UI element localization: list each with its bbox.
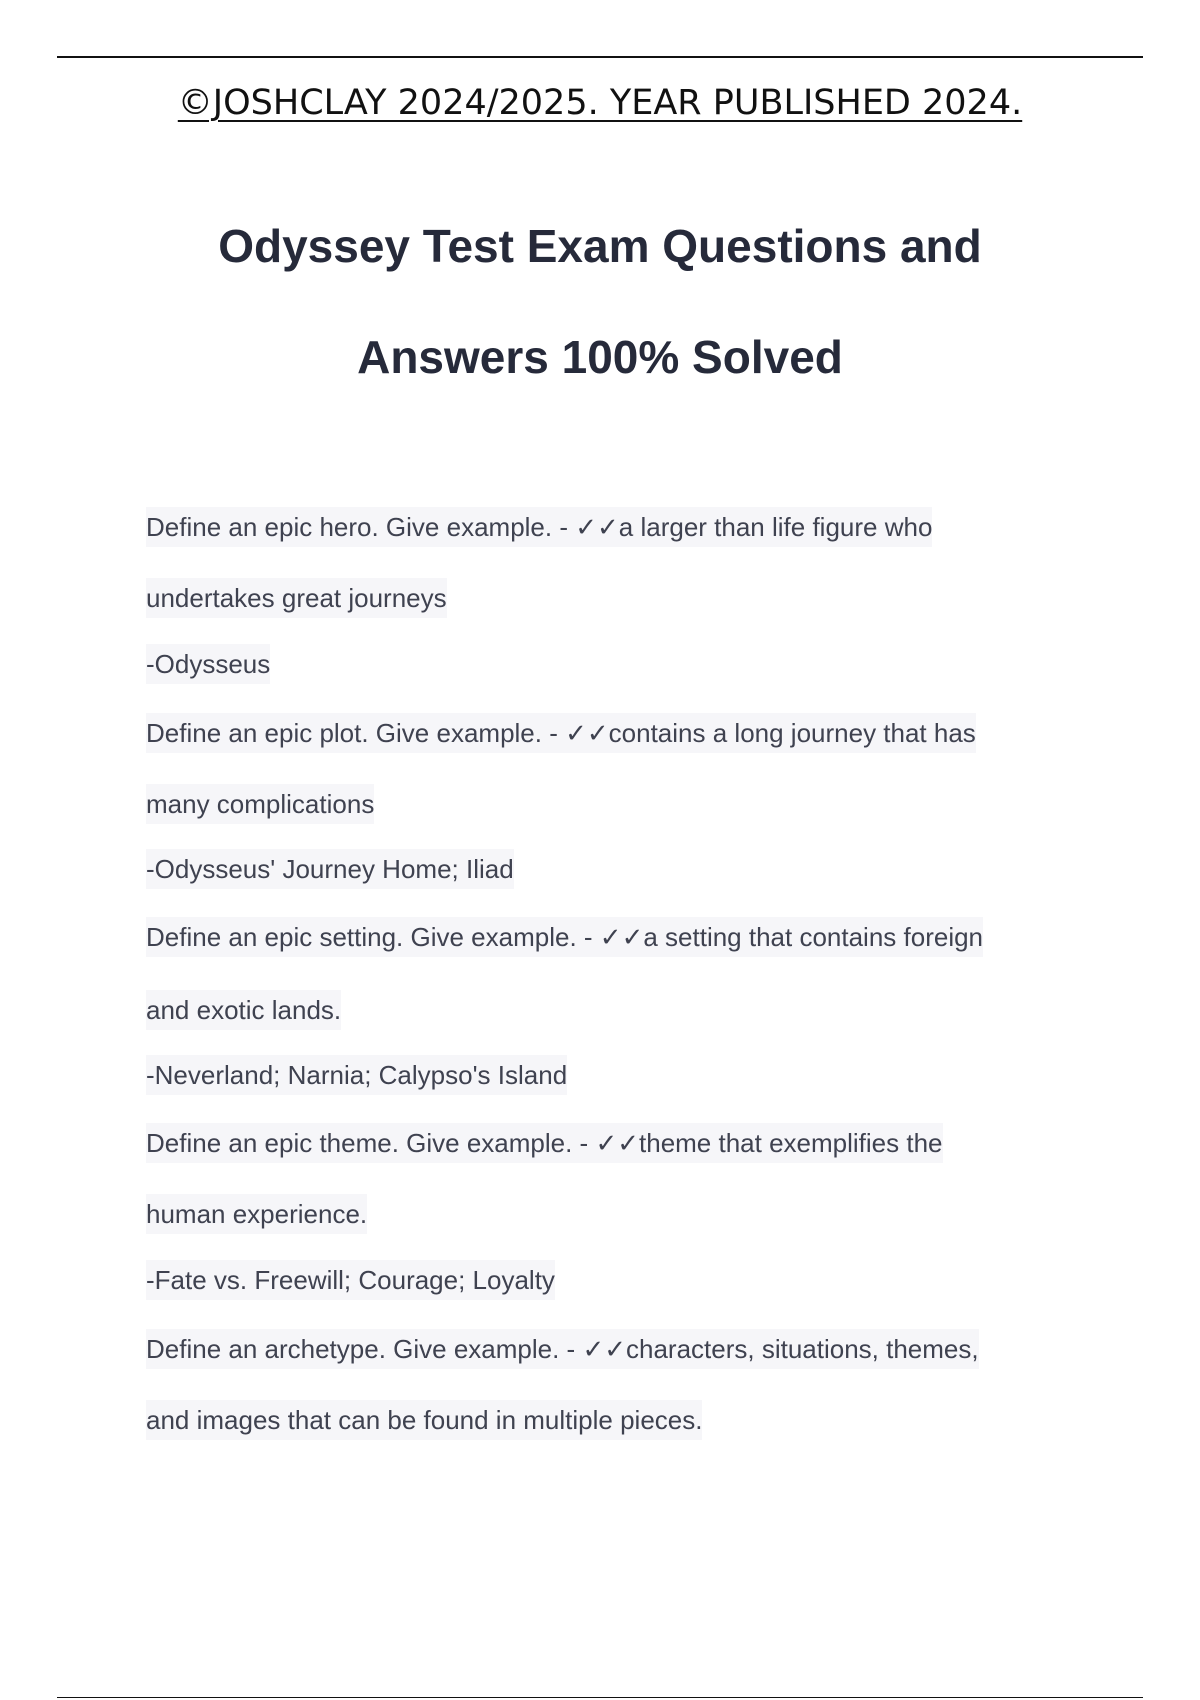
qa-4-question-line-2: human experience. (146, 1194, 367, 1234)
copyright-header (0, 78, 1200, 128)
qa-5-question-line-1: Define an archetype. Give example. - ✓✓characters, situations, themes, (146, 1329, 979, 1369)
document-title-line-1: Odyssey Test Exam Questions and (218, 220, 982, 272)
document-title-line-2: Answers 100% Solved (357, 331, 843, 383)
copyright-text: ©JOSHCLAY 2024/2025. YEAR PUBLISHED 2024. (177, 83, 1023, 123)
qa-1-question-line-1: Define an epic hero. Give example. - ✓✓a larger than life figure who (146, 507, 932, 547)
qa-2-question-line-2: many complications (146, 784, 374, 824)
footer-rule (57, 1697, 1143, 1698)
header-rule (57, 56, 1143, 58)
qa-4-question-line-1: Define an epic theme. Give example. - ✓✓theme that exemplifies the (146, 1123, 943, 1163)
qa-3-question-line-2: and exotic lands. (146, 990, 341, 1030)
qa-2-example: -Odysseus' Journey Home; Iliad (146, 849, 514, 889)
qa-2-question-line-1: Define an epic plot. Give example. - ✓✓contains a long journey that has (146, 713, 976, 753)
qa-1-example: -Odysseus (146, 644, 270, 684)
qa-4-example: -Fate vs. Freewill; Courage; Loyalty (146, 1260, 555, 1300)
qa-3-question-line-1: Define an epic setting. Give example. - ✓✓a setting that contains foreign (146, 917, 983, 957)
qa-5-question-line-2: and images that can be found in multiple pieces. (146, 1400, 702, 1440)
qa-3-example: -Neverland; Narnia; Calypso's Island (146, 1055, 567, 1095)
qa-1-question-line-2: undertakes great journeys (146, 578, 447, 618)
